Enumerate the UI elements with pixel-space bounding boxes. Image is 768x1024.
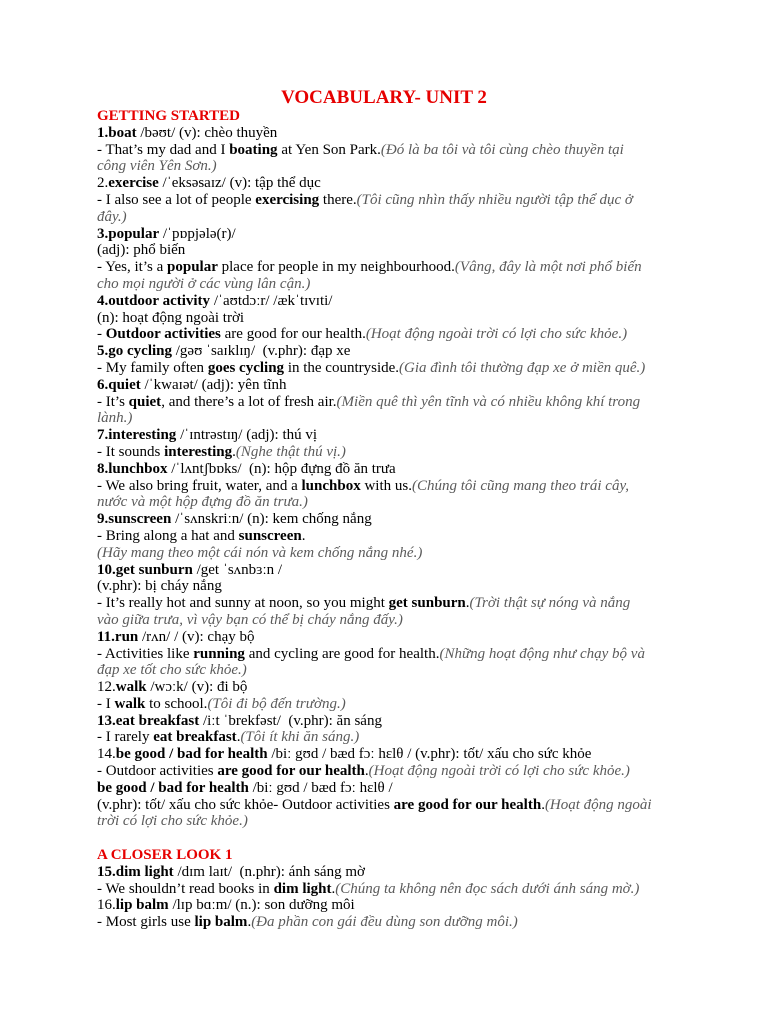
bold-term: exercise	[108, 175, 159, 192]
line-text: - That’s my dad and I	[97, 141, 230, 158]
text-line	[97, 478, 768, 495]
vietnamese-translation: lành.)	[97, 410, 133, 427]
vocabulary-section	[0, 108, 768, 830]
bold-term: 8.lunchbox	[97, 460, 168, 477]
vocabulary-sections	[0, 108, 768, 931]
bold-term: Outdoor activities	[105, 326, 221, 343]
bold-term: lip balm	[194, 914, 248, 931]
bold-term: walk	[115, 679, 147, 696]
text-line	[97, 545, 768, 562]
line-text: /ˈpɒpjələ(r)/	[159, 225, 236, 242]
vietnamese-translation: đây.)	[97, 208, 127, 225]
vietnamese-translation: (Hoạt động ngoài trời có lợi cho sức khỏe.)	[368, 763, 630, 780]
text-line	[97, 226, 768, 243]
bold-term: dim light	[273, 880, 332, 897]
vietnamese-translation: (Hoạt động ngoài	[544, 796, 652, 813]
vietnamese-translation: (Đó là ba tôi và tôi cùng chèo thuyền tại	[380, 141, 624, 158]
text-line	[97, 310, 768, 327]
line-text: .	[541, 796, 545, 813]
line-text: /ˈsʌnskriːn/ (n): kem chống nắng	[171, 511, 372, 528]
line-text: .	[331, 880, 336, 897]
text-line	[97, 427, 768, 444]
line-text: - Most girls use	[97, 914, 195, 931]
line-text: - I also see a lot of people	[97, 191, 256, 208]
bold-term: get sunburn	[388, 595, 466, 612]
bold-term: running	[193, 645, 245, 662]
text-line	[97, 511, 768, 528]
bold-term: 9.sunscreen	[97, 511, 172, 528]
bold-term: boating	[229, 141, 278, 158]
bold-term: eat breakfast	[153, 729, 237, 746]
line-text: - We also bring fruit, water, and a	[97, 477, 302, 494]
bold-term: are good for our health	[393, 796, 542, 813]
bold-term: walk	[114, 695, 146, 712]
bold-term: sunscreen	[238, 527, 302, 544]
text-line	[97, 562, 768, 579]
text-line	[97, 713, 768, 730]
line-text: .	[364, 763, 369, 780]
line-text: /get ˈsʌnbɜːn /	[192, 561, 283, 578]
text-line	[97, 729, 768, 746]
text-line	[97, 360, 768, 377]
text-line	[97, 881, 768, 898]
line-text: place for people in my neighbourhood.	[217, 259, 455, 276]
bold-term: 15.dim light	[97, 863, 174, 880]
vietnamese-translation: (Đa phần con gái đều dùng son dưỡng môi.)	[251, 914, 518, 931]
text-line	[97, 410, 768, 427]
text-line	[97, 175, 768, 192]
vietnamese-translation: (Nghe thật thú vị.)	[235, 443, 346, 460]
section-heading: GETTING STARTED	[97, 108, 240, 124]
line-text: - It sounds	[97, 443, 165, 460]
line-text: and cycling are good for health.	[244, 645, 440, 662]
text-line	[97, 864, 768, 881]
text-line	[97, 377, 768, 394]
bold-term: lip balm	[115, 897, 169, 914]
line-text: - Yes, it’s a	[97, 259, 168, 276]
text-line	[97, 293, 768, 310]
line-text: - It’s	[97, 393, 129, 410]
line-text: /lɪp bɑːm/ (n.): son dưỡng môi	[168, 897, 355, 914]
line-text: /ˈkwaɪət/ (adj): yên tĩnh	[140, 376, 287, 393]
line-text: at Yen Son Park.	[277, 141, 381, 158]
bold-term: quiet	[128, 393, 162, 410]
text-line	[97, 259, 768, 276]
line-text: , and there’s a lot of fresh air.	[161, 393, 337, 410]
line-text: (n): hoạt động ngoài trời	[97, 309, 245, 326]
line-text: - My family often	[97, 359, 208, 376]
bold-term: 4.outdoor activity	[97, 292, 211, 309]
text-line	[97, 326, 768, 343]
line-text: (v.phr): tốt/ xấu cho sức khỏe- Outdoor activities	[97, 796, 394, 813]
text-line	[97, 763, 768, 780]
text-line	[97, 578, 768, 595]
vietnamese-translation: (Tôi đi bộ đến trường.)	[207, 695, 346, 712]
section-heading: A CLOSER LOOK 1	[97, 847, 233, 864]
text-line	[97, 780, 768, 797]
line-text: /ˈɪntrəstɪŋ/ (adj): thú vị	[176, 427, 318, 444]
line-text: .	[232, 443, 236, 460]
bold-term: 5.go cycling	[97, 343, 172, 360]
text-line	[97, 646, 768, 663]
bold-term: 1.boat	[97, 124, 137, 141]
line-text: - Activities like	[97, 645, 194, 662]
bold-term: 3.popular	[97, 225, 160, 242]
vietnamese-translation: (Trời thật sự nóng và nắng	[469, 595, 631, 612]
bold-term: 11.run	[97, 628, 139, 645]
text-line	[97, 242, 768, 259]
line-text: /ˈeksəsaɪz/ (v): tập thể dục	[158, 175, 321, 192]
line-text: with us.	[360, 477, 412, 494]
text-line	[97, 125, 768, 142]
line-text: are good for our health.	[220, 326, 366, 343]
bold-term: be good / bad for health	[115, 746, 268, 763]
text-line	[97, 192, 768, 209]
text-line	[97, 629, 768, 646]
line-text: 12.	[97, 679, 116, 696]
text-line	[97, 914, 768, 931]
line-text: /ˈlʌntʃbɒks/ (n): hộp đựng đồ ăn trưa	[167, 460, 396, 477]
document-title: VOCABULARY- UNIT 2	[281, 87, 487, 108]
line-text: .	[465, 595, 470, 612]
vietnamese-translation: (Gia đình tôi thường đạp xe ở miền quê.)	[399, 359, 646, 376]
text-line	[97, 797, 768, 814]
text-line	[97, 142, 768, 159]
line-text: /ˈaʊtdɔːr/ /ækˈtɪvɪti/	[210, 292, 333, 309]
line-text: .	[247, 914, 252, 931]
vocabulary-section	[0, 847, 768, 931]
line-text: (v.phr): bị cháy nắng	[97, 578, 222, 595]
text-line	[97, 444, 768, 461]
vietnamese-translation: trời có lợi cho sức khỏe.)	[97, 813, 248, 830]
line-text: .	[301, 527, 306, 544]
line-text: - I	[97, 695, 115, 712]
text-line	[97, 528, 768, 545]
line-text: /biː gʊd / bæd fɔː hɛlθ / (v.phr): tốt/ xấu cho sức khỏe	[267, 746, 592, 763]
bold-term: exercising	[255, 191, 320, 208]
vietnamese-translation: (Những hoạt động như chạy bộ và	[439, 645, 645, 662]
bold-term: 13.eat breakfast	[97, 712, 200, 729]
text-line	[97, 595, 768, 612]
line-text: /biː gʊd / bæd fɔː hɛlθ /	[248, 779, 393, 796]
vietnamese-translation: công viên Yên Sơn.)	[97, 158, 217, 175]
line-text: /dɪm laɪt/ (n.phr): ánh sáng mờ	[173, 863, 365, 880]
line-text: /bəʊt/ (v): chèo thuyền	[136, 124, 278, 141]
document-page	[0, 88, 768, 931]
line-text: in the countryside.	[284, 359, 400, 376]
text-line	[97, 612, 768, 629]
text-line	[97, 343, 768, 360]
text-line	[97, 696, 768, 713]
text-line	[97, 494, 768, 511]
line-text: .	[236, 729, 241, 746]
line-text: /rʌn/ / (v): chạy bộ	[138, 628, 255, 645]
vietnamese-translation: (Miền quê thì yên tĩnh và có nhiều không khí trong	[336, 393, 641, 410]
line-text: to school.	[145, 695, 208, 712]
bold-term: be good / bad for health	[97, 779, 249, 796]
line-text: (adj): phổ biến	[97, 242, 186, 259]
line-text: /iːt ˈbrekfəst/ (v.phr): ăn sáng	[199, 712, 382, 729]
line-text: /wɔːk/ (v): đi bộ	[146, 679, 248, 696]
bold-term: popular	[167, 259, 218, 276]
text-line	[97, 813, 768, 830]
bold-term: lunchbox	[301, 477, 361, 494]
bold-term: 6.quiet	[97, 376, 141, 393]
text-line	[97, 897, 768, 914]
line-text: -	[97, 326, 106, 343]
vietnamese-translation: vào giữa trưa, vì vậy bạn có thể bị cháy nắng đấy.)	[97, 611, 403, 628]
line-text: - I rarely	[97, 729, 154, 746]
line-text: 14.	[97, 746, 116, 763]
vietnamese-translation: cho mọi người ở các vùng lân cận.)	[97, 275, 311, 292]
text-line	[97, 679, 768, 696]
line-text: 2.	[97, 175, 109, 192]
text-line	[97, 662, 768, 679]
line-text: - Outdoor activities	[97, 763, 218, 780]
line-text: /gəʊ ˈsaɪklɪŋ/ (v.phr): đạp xe	[172, 343, 351, 360]
vietnamese-translation: (Chúng tôi cũng mang theo trái cây,	[411, 477, 630, 494]
text-line	[97, 209, 768, 226]
line-text: 16.	[97, 897, 116, 914]
vietnamese-translation: (Tôi cũng nhìn thấy nhiều người tập thể dục ở	[356, 191, 633, 208]
vietnamese-translation: (Hoạt động ngoài trời có lợi cho sức khỏe.)	[365, 326, 628, 343]
bold-term: goes cycling	[207, 359, 285, 376]
bold-term: are good for our health	[217, 763, 365, 780]
vietnamese-translation: (Vâng, đây là một nơi phổ biến	[454, 259, 642, 276]
vietnamese-translation: (Chúng ta không nên đọc sách dưới ánh sáng mờ.)	[335, 880, 640, 897]
vietnamese-translation: (Tôi ít khi ăn sáng.)	[240, 729, 360, 746]
line-text: - We shouldn’t read books in	[97, 880, 274, 897]
line-text: - It’s really hot and sunny at noon, so you might	[97, 595, 389, 612]
line-text: there.	[319, 191, 357, 208]
vietnamese-translation: nước và một hộp đựng đồ ăn trưa.)	[97, 494, 308, 511]
text-line	[97, 394, 768, 411]
vietnamese-translation: (Hãy mang theo một cái nón và kem chống nắng nhé.)	[97, 544, 423, 561]
text-line	[97, 746, 768, 763]
bold-term: interesting	[164, 443, 233, 460]
line-text: - Bring along a hat and	[97, 527, 239, 544]
bold-term: 7.interesting	[97, 427, 177, 444]
text-line	[97, 158, 768, 175]
bold-term: 10.get sunburn	[97, 561, 193, 578]
text-line	[97, 276, 768, 293]
vietnamese-translation: đạp xe tốt cho sức khỏe.)	[97, 662, 247, 679]
text-line	[97, 461, 768, 478]
